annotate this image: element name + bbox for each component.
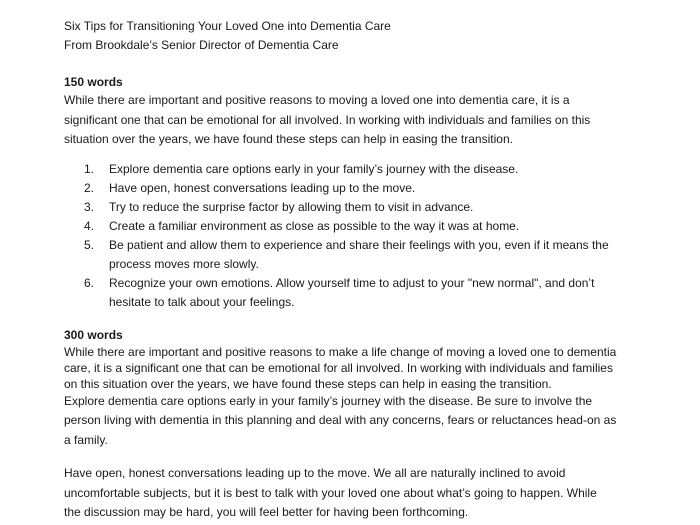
text-line: person living with dementia in this planning and deal with any concerns, fears or reluctances head-on as — [64, 413, 617, 427]
text-line: the discussion may be hard, you will feel better for having been forthcoming. — [64, 505, 469, 519]
text-line: Explore dementia care options early in your family’s journey with the disease. Be sure to involve the — [64, 393, 593, 408]
list-number: 1. — [84, 161, 95, 176]
list-item — [64, 236, 624, 274]
text-line: uncomfortable subjects, but it is best to talk with your loved one about what’s going to happen. While — [64, 485, 597, 500]
text-line: significant one that can be emotional for all involved. In working with individuals and families on this — [64, 112, 591, 127]
tips-list — [64, 160, 624, 312]
text-line: situation over the years, we have found these steps can help in easing the transition. — [64, 132, 513, 146]
section-heading-150: 150 words — [64, 75, 123, 89]
list-item-text: hesitate to talk about your feelings. — [109, 294, 295, 309]
list-number: 2. — [84, 180, 95, 195]
intro-paragraph-300 — [64, 344, 624, 392]
paragraph-conversations — [64, 464, 624, 523]
paragraph-explore — [64, 392, 624, 451]
list-number: 4. — [84, 218, 95, 233]
list-number: 5. — [84, 237, 95, 252]
document-body — [64, 17, 624, 523]
list-number: 6. — [84, 275, 95, 290]
section-heading-300: 300 words — [64, 327, 123, 342]
text-line: Have open, honest conversations leading up to the move. We all are naturally inclined to avoid — [64, 466, 566, 480]
list-item — [64, 179, 624, 198]
text-line: a family. — [64, 432, 108, 447]
list-item-text: process moves more slowly. — [109, 256, 259, 271]
text-line: While there are important and positive reasons to make a life change of moving a loved one to dementia — [64, 344, 617, 359]
intro-paragraph-150 — [64, 91, 624, 150]
list-item — [64, 198, 624, 217]
list-number: 3. — [84, 199, 95, 214]
list-item-text: Recognize your own emotions. Allow yourself time to adjust to your "new normal", and don’t — [109, 275, 595, 290]
list-item-text: Have open, honest conversations leading up to the move. — [109, 180, 416, 195]
text-line: on this situation over the years, we have found these steps can help in easing the transition. — [64, 376, 552, 391]
list-item — [64, 217, 624, 236]
list-item-text: Explore dementia care options early in your family’s journey with the disease. — [109, 161, 519, 176]
list-item — [64, 160, 624, 179]
document-subtitle: From Brookdale’s Senior Director of Dementia Care — [64, 38, 339, 52]
list-item-text: Try to reduce the surprise factor by allowing them to visit in advance. — [109, 199, 474, 214]
text-line: While there are important and positive reasons to moving a loved one into dementia care, it is a — [64, 93, 570, 107]
text-line: care, it is a significant one that can be emotional for all involved. In working with individuals and families — [64, 360, 613, 375]
list-item — [64, 274, 624, 312]
list-item-text: Be patient and allow them to experience and share their feelings with you, even if it means the — [109, 237, 609, 252]
document-title: Six Tips for Transitioning Your Loved One into Dementia Care — [64, 19, 391, 33]
list-item-text: Create a familiar environment as close as possible to the way it was at home. — [109, 218, 520, 233]
